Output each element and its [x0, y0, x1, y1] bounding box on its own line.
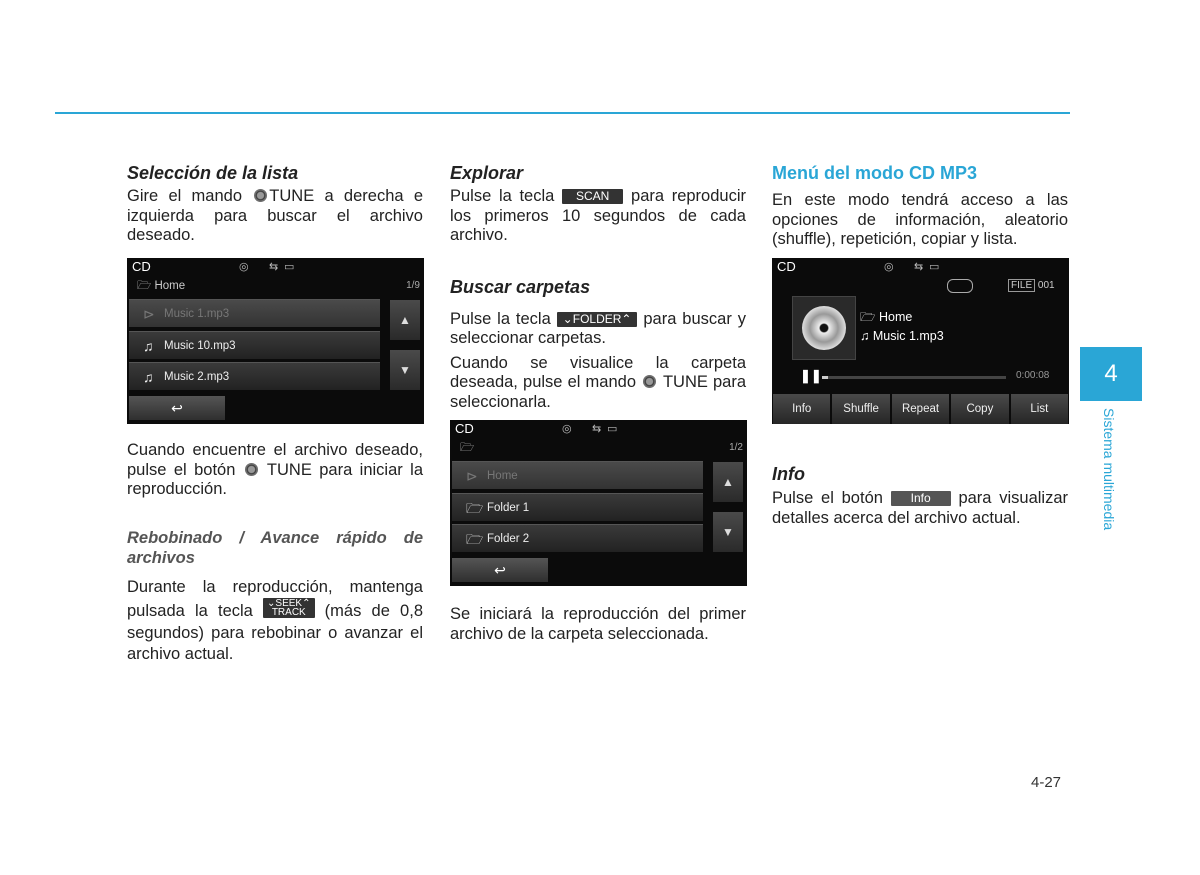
scroll-down-button[interactable] — [390, 350, 420, 390]
copy-button[interactable]: Copy — [951, 394, 1008, 424]
folder-open-icon: 🗁 — [460, 442, 475, 454]
disc-icon: ◎ — [239, 261, 249, 273]
usb-icon: ⇆ — [269, 261, 279, 273]
folder-icon: 🗁 — [466, 531, 484, 547]
page-number: 4-27 — [1031, 774, 1062, 791]
chapter-tab: 4 — [1080, 347, 1142, 401]
tune-knob-icon — [245, 463, 258, 476]
ipod-icon: ▭ — [284, 261, 295, 273]
column-2 — [450, 162, 746, 412]
tune-knob-icon — [254, 189, 267, 202]
path-row: 🗁 Home — [137, 280, 186, 292]
column-1-cont — [127, 441, 423, 666]
para-list-selection: Gire el mando TUNE a derecha e izquierda para buscar el archivo deseado. — [127, 187, 423, 244]
para-rewind: Durante la reproducción, mantenga pulsada la tecla ⌄SEEK⌃ TRACK (más de 0,8 segundos) para rebobinar o avanzar el archivo actual. — [127, 577, 423, 663]
usb-icon: ⇆ — [914, 261, 924, 273]
triangle-up-icon: ▲ — [399, 313, 411, 327]
progress-bar[interactable] — [822, 376, 1006, 379]
triangle-up-icon: ▲ — [722, 475, 734, 489]
folder-open-icon: 🗁 — [137, 280, 152, 292]
shuffle-button[interactable]: Shuffle — [832, 394, 889, 424]
ipod-icon: ▭ — [607, 423, 618, 435]
list-item[interactable]: 🗁 Folder 2 — [452, 524, 703, 552]
folder-open-icon: 🗁 — [860, 310, 876, 324]
music-note-icon: ♫ — [143, 369, 154, 385]
back-arrow-icon: ↩ — [171, 400, 183, 416]
para-folder-select: Cuando se visualice la carpeta deseada, pulse el mando TUNE para seleccionarla. — [450, 353, 747, 411]
disc-icon: ◎ — [562, 423, 572, 435]
para-info: Pulse el botón Info para visualizar detalles acerca del archivo actual. — [772, 489, 1068, 527]
back-arrow-icon: ↩ — [494, 562, 506, 578]
list-item[interactable]: ⊳ Music 1.mp3 — [129, 299, 380, 327]
heading-folder-search: Buscar carpetas — [450, 276, 591, 297]
progress-fill — [822, 376, 828, 379]
mode-button-bar — [772, 394, 1069, 424]
repeat-indicator-icon — [947, 279, 973, 293]
elapsed-time: 0:00:08 — [1016, 370, 1050, 381]
list-item[interactable]: ♫ Music 10.mp3 — [129, 331, 380, 359]
seek-track-key: ⌄SEEK⌃ TRACK — [263, 598, 314, 618]
para-scan: Pulse la tecla SCAN para reproducir los primeros 10 segundos de cada archivo. — [450, 187, 746, 244]
heading-scan: Explorar — [450, 163, 524, 183]
triangle-down-icon: ▼ — [399, 363, 411, 377]
screen-file-list — [127, 258, 424, 424]
ipod-icon: ▭ — [929, 261, 940, 273]
scroll-up-button[interactable] — [713, 462, 743, 502]
tune-knob-icon — [643, 375, 656, 388]
page-indicator: 1/2 — [729, 442, 743, 453]
usb-icon: ⇆ — [592, 423, 602, 435]
play-circle-icon: ⊳ — [143, 306, 155, 322]
para-folder-key: Pulse la tecla ⌄FOLDER⌃ para buscar y seleccionar carpetas. — [450, 309, 746, 347]
column-2-cont — [450, 605, 746, 644]
column-3 — [772, 162, 1068, 250]
para-cd-mp3-menu: En este modo tendrá acceso a las opciones de información, aleatorio (shuffle), repetición, copiar y lista. — [772, 191, 1068, 248]
repeat-button[interactable]: Repeat — [892, 394, 949, 424]
list-item[interactable]: ⊳ Home — [452, 461, 703, 489]
back-button[interactable] — [452, 558, 548, 582]
column-3-cont — [772, 463, 1068, 528]
heading-cd-mp3-menu: Menú del modo CD MP3 — [772, 163, 978, 183]
play-circle-icon: ⊳ — [466, 468, 478, 484]
heading-rewind: Rebobinado / Avance rápido de archivos — [127, 528, 423, 567]
page-indicator: 1/9 — [406, 280, 420, 291]
chapter-title: Sistema multimedia — [1101, 408, 1117, 531]
heading-info: Info — [772, 464, 805, 484]
folder-name: 🗁 Home — [860, 310, 913, 324]
track-name: ♫ Music 1.mp3 — [860, 329, 944, 343]
scroll-up-button[interactable] — [390, 300, 420, 340]
mode-label: CD — [455, 421, 474, 436]
info-button[interactable]: Info — [773, 394, 830, 424]
mode-label: CD — [132, 259, 151, 274]
music-note-icon: ♫ — [860, 329, 870, 343]
header-rule — [55, 112, 1070, 114]
screen-now-playing — [772, 258, 1069, 424]
album-art — [792, 296, 856, 360]
column-1 — [127, 162, 423, 246]
list-item[interactable]: 🗁 Folder 1 — [452, 493, 703, 521]
path-row — [460, 440, 474, 459]
folder-key: ⌄FOLDER⌃ — [557, 312, 638, 327]
file-counter: FILE 001 — [1008, 280, 1055, 291]
cd-disc-icon — [802, 306, 846, 350]
list-item[interactable]: ♫ Music 2.mp3 — [129, 362, 380, 390]
folder-icon: 🗁 — [466, 500, 484, 516]
para-play-file: Cuando encuentre el archivo deseado, pulse el botón TUNE para iniciar la reproducción. — [127, 441, 423, 498]
list-button[interactable]: List — [1011, 394, 1068, 424]
music-note-icon: ♫ — [143, 338, 154, 354]
scroll-down-button[interactable] — [713, 512, 743, 552]
back-button[interactable] — [129, 396, 225, 420]
info-key: Info — [891, 491, 951, 506]
triangle-down-icon: ▼ — [722, 525, 734, 539]
disc-icon: ◎ — [884, 261, 894, 273]
mode-label: CD — [777, 259, 796, 274]
scan-key: SCAN — [562, 189, 623, 204]
screen-folder-list — [450, 420, 747, 586]
para-play-folder: Se iniciará la reproducción del primer archivo de la carpeta seleccionada. — [450, 605, 746, 643]
heading-list-selection: Selección de la lista — [127, 163, 299, 183]
pause-icon[interactable]: ❚❚ — [800, 368, 822, 383]
